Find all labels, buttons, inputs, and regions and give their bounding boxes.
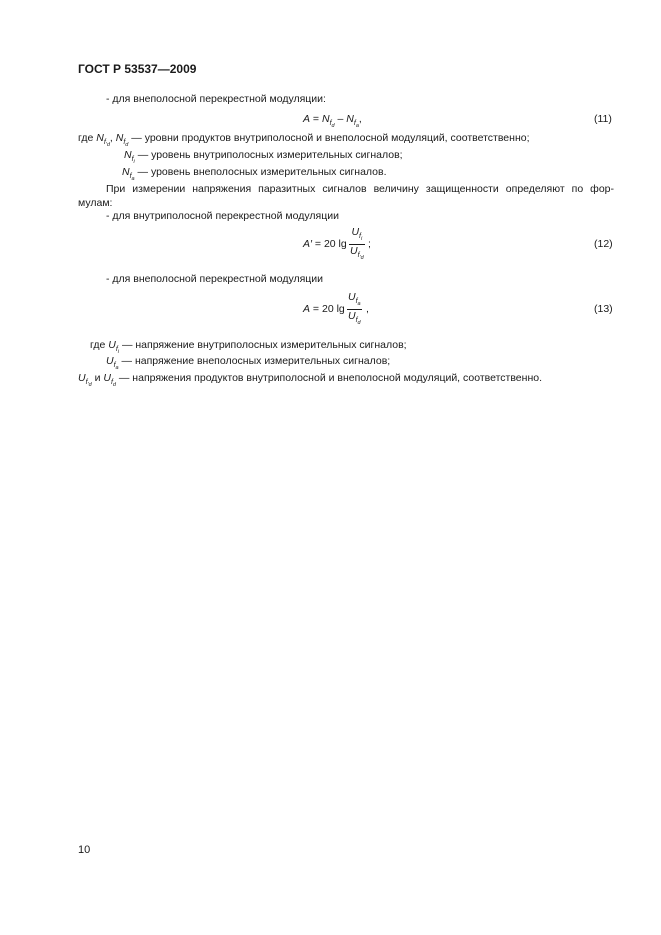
eq12-denominator: $U_{f_{'d}}$ (350, 244, 364, 261)
eq11-t2: N (346, 113, 354, 125)
where2-sym: N (124, 149, 132, 161)
eq11-lhs: A (303, 113, 311, 125)
where4-lead: где (90, 339, 109, 351)
where-line-5 (106, 355, 390, 372)
where6-s2: U (103, 372, 111, 384)
equation-12-number: (12) (594, 238, 613, 250)
eq11-t1-sub: fd (329, 120, 335, 129)
eq11-t1: N (321, 113, 330, 125)
where1-comma: , (109, 132, 116, 144)
eq12-mid: = 20 lg (311, 238, 347, 250)
eq13-fraction (347, 292, 362, 326)
eq11-tail: , (358, 113, 362, 125)
eq12-numerator: $U_{f_i}$ (351, 226, 363, 242)
eq12-tail: ; (368, 238, 371, 250)
where-line-6 (78, 372, 542, 389)
where3-sym: N (122, 166, 130, 178)
page-number: 10 (78, 844, 91, 856)
eq11-minus: – (334, 113, 347, 125)
equation-13-number: (13) (594, 303, 613, 315)
where-line-3 (122, 166, 387, 183)
measurement-para-line2: мулам: (78, 197, 113, 209)
where3-desc: — уровень внеполосных измерительных сигналов. (134, 166, 387, 178)
equation-13-lhs (303, 303, 345, 316)
where6-s2-sub: fd (110, 379, 116, 388)
where1-n1: N (96, 132, 104, 144)
intro-inband-line: - для внутриполосной перекрестной модуляции (106, 210, 339, 222)
where1-n1-sub: f'd (103, 139, 110, 148)
where5-sub: fa (113, 362, 119, 371)
where1-n2-sub: fd (123, 139, 129, 148)
where-line-4 (90, 339, 407, 356)
equation-11-number: (11) (594, 113, 612, 125)
where1-desc: — уровни продуктов внутриполосной и внеполосной модуляций, соответственно; (128, 132, 530, 144)
where5-sym: U (106, 355, 114, 367)
eq12-lhs: A′ (303, 238, 312, 250)
eq13-mid: = 20 lg (310, 303, 345, 315)
where6-s1-sub: f'd (85, 379, 92, 388)
document-header: ГОСТ Р 53537—2009 (78, 62, 197, 76)
intro-outband-line: - для внеполосной перекрестной модуляции: (106, 93, 326, 105)
where6-and: и (91, 372, 104, 384)
where2-desc: — уровень внутриполосных измерительных сигналов; (134, 149, 403, 161)
eq12-fraction (349, 227, 365, 261)
where6-desc: — напряжения продуктов внутриполосной и внеполосной модуляций, соответственно. (115, 372, 542, 384)
equation-12-lhs (303, 238, 347, 251)
measurement-para-line1: При измерении напряжения паразитных сигналов величину защищенности определяют по фор- (106, 183, 614, 195)
where4-sub: fi (115, 346, 120, 355)
where1-n2: N (115, 132, 124, 144)
where-line-2 (124, 149, 403, 166)
where3-sub: fa (129, 173, 135, 182)
eq11-eq: = (310, 113, 322, 125)
eq13-numerator: $U_{f_a}$ (348, 291, 361, 307)
eq13-tail: , (366, 303, 369, 315)
eq11-t2-sub: fa (353, 120, 359, 129)
equation-11 (303, 113, 362, 130)
where5-desc: — напряжение внеполосных измерительных сигналов; (118, 355, 391, 367)
where1-lead: где (78, 132, 97, 144)
where6-s1: U (78, 372, 86, 384)
where2-sub: fi (131, 156, 135, 165)
eq13-lhs: A (303, 303, 311, 315)
where4-desc: — напряжение внутриполосных измерительных сигналов; (119, 339, 407, 351)
eq13-denominator: $U_{f_d}$ (348, 309, 361, 326)
where-line-1 (78, 132, 530, 149)
intro-outband-line-2: - для внеполосной перекрестной модуляции (106, 273, 324, 285)
where4-sym: U (108, 339, 116, 351)
